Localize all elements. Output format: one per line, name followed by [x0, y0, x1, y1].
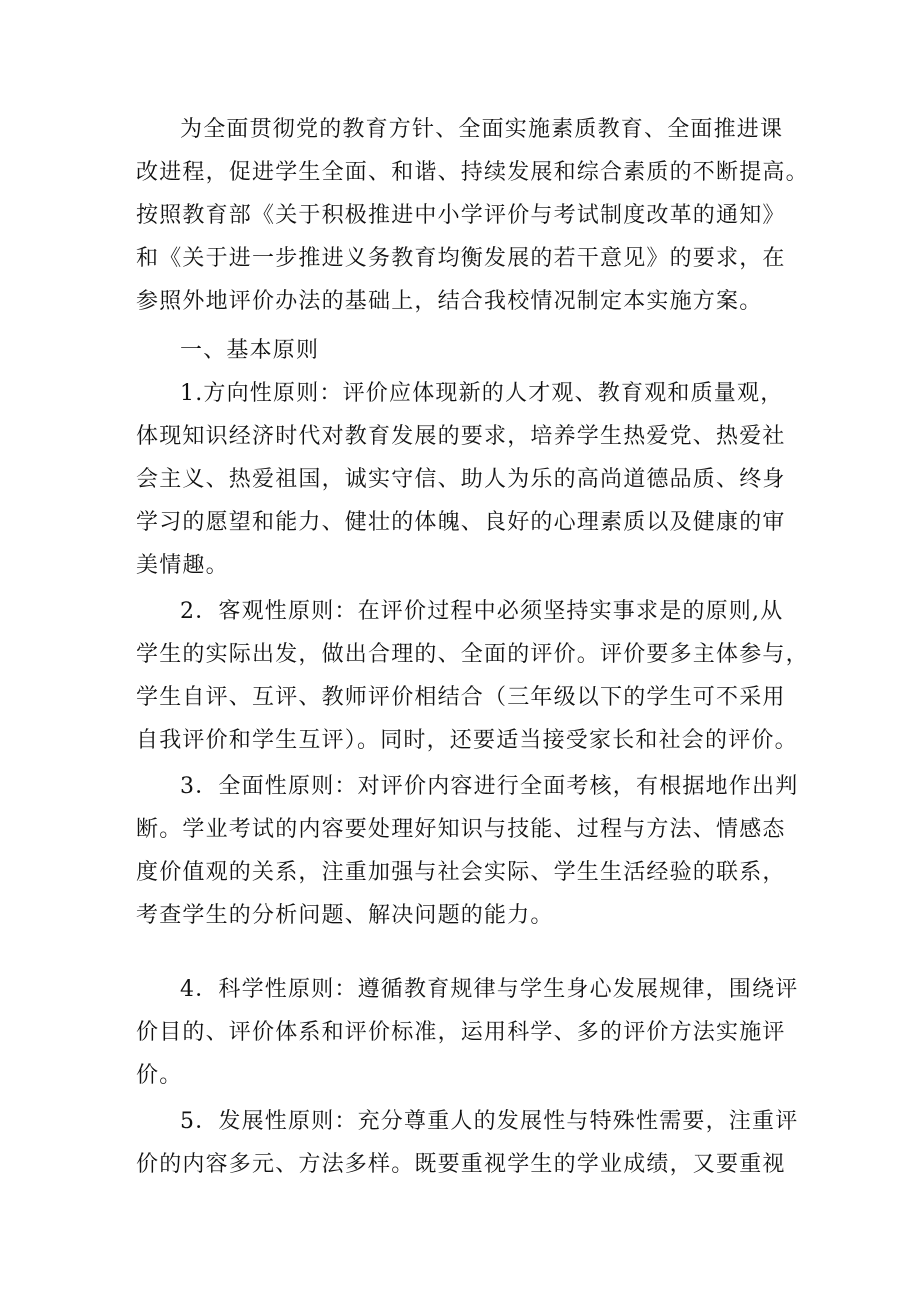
text-line: 价的内容多元、方法多样。既要重视学生的学业成绩，又要重视: [136, 1152, 786, 1177]
text-line: 度价值观的关系，注重加强与社会实际、学生生活经验的联系，: [136, 860, 786, 885]
text-line: 自我评价和学生互评）。同时，还要适当接受家长和社会的评价。: [136, 728, 798, 753]
text-line: 参照外地评价办法的基础上，结合我校情况制定本实施方案。: [136, 289, 763, 314]
text-line: 会主义、热爱祖国，诚实守信、助人为乐的高尚道德品质、终身: [136, 467, 786, 492]
text-line: 为全面贯彻党的教育方针、全面实施素质教育、全面推进课: [180, 117, 784, 142]
text-line: 美情趣。: [136, 553, 229, 578]
text-line: 学生的实际出发，做出合理的、全面的评价。评价要多主体参与，: [136, 642, 809, 667]
text-line: 考查学生的分析问题、解决问题的能力。: [136, 903, 554, 928]
text-line: 5．发展性原则：充分尊重人的发展性与特殊性需要，注重评: [180, 1109, 799, 1134]
text-line: 体现知识经济时代对教育发展的要求，培养学生热爱党、热爱社: [136, 424, 786, 449]
text-line: 和《关于进一步推进义务教育均衡发展的若干意见》的要求，在: [136, 246, 786, 271]
text-line: 价目的、评价体系和评价标准，运用科学、多的评价方法实施评: [136, 1020, 786, 1045]
text-line: 价。: [136, 1063, 183, 1088]
text-line: 按照教育部《关于积极推进中小学评价与考试制度改革的通知》: [136, 203, 786, 228]
text-line: 学习的愿望和能力、健壮的体魄、良好的心理素质以及健康的审: [136, 510, 786, 535]
text-line: 学生自评、互评、教师评价相结合（三年级以下的学生可不采用: [136, 685, 786, 710]
section-heading: 一、基本原则: [180, 338, 320, 363]
text-line: 断。学业考试的内容要处理好知识与技能、过程与方法、情感态: [136, 817, 786, 842]
text-line: 2．客观性原则：在评价过程中必须坚持实事求是的原则,从: [180, 599, 784, 624]
text-line: 1.方向性原则：评价应体现新的人才观、教育观和质量观，: [180, 381, 784, 406]
text-line: 改进程，促进学生全面、和谐、持续发展和综合素质的不断提高。: [136, 160, 809, 185]
text-line: 3．全面性原则：对评价内容进行全面考核，有根据地作出判: [180, 774, 799, 799]
text-line: 4．科学性原则：遵循教育规律与学生身心发展规律，围绕评: [180, 977, 799, 1002]
